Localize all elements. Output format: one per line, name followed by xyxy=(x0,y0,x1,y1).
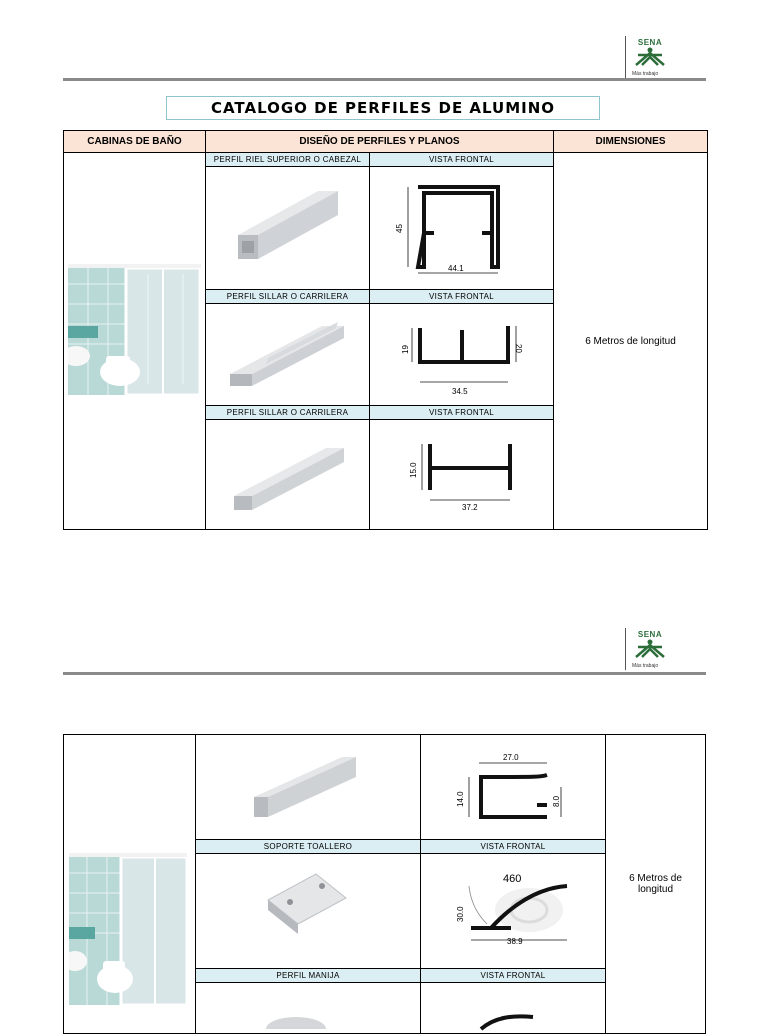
profile-sillar-render-2 xyxy=(230,436,350,516)
cabin-photo-cell-2 xyxy=(63,734,196,1034)
sena-logo-icon-2 xyxy=(632,639,668,659)
dim-38-9: 38.9 xyxy=(507,937,523,946)
shower-cabin-image-2 xyxy=(69,853,187,1005)
sena-logo xyxy=(632,38,668,77)
logo-divider xyxy=(625,36,626,78)
profile-label-5: PERFIL MANIJA xyxy=(195,968,421,983)
dim-20: 20 xyxy=(514,344,523,353)
dim-37-2: 37.2 xyxy=(462,503,478,512)
header-rule-2 xyxy=(63,672,706,675)
dimension-cell-2 xyxy=(605,734,706,1034)
profile-label-4: SOPORTE TOALLERO xyxy=(195,839,421,854)
profile-label-3: PERFIL SILLAR O CARRILERA xyxy=(205,405,370,420)
view-label-2: VISTA FRONTAL xyxy=(369,289,554,304)
dim-19: 19 xyxy=(401,345,410,354)
dim-30-0: 30.0 xyxy=(456,906,465,922)
dim-460: 460 xyxy=(503,873,522,885)
view-label-4: VISTA FRONTAL xyxy=(420,839,606,854)
profile-image-cell-4 xyxy=(195,734,421,840)
dimension-cell-1 xyxy=(553,152,708,530)
frontal-view-cell-2 xyxy=(369,303,554,406)
dimension-text-1: 6 Metros de longitud xyxy=(585,335,676,347)
catalog-title: CATALOGO DE PERFILES DE ALUMINO xyxy=(166,96,600,120)
header-diseno: DISEÑO DE PERFILES Y PLANOS xyxy=(205,130,554,153)
view-label-5: VISTA FRONTAL xyxy=(420,968,606,983)
dim-44-1: 44.1 xyxy=(448,264,464,273)
view-label-1: VISTA FRONTAL xyxy=(369,152,554,167)
frontal-view-cabezal xyxy=(390,177,540,285)
dim-14-0: 14.0 xyxy=(456,791,465,807)
profile-image-cell-2 xyxy=(205,303,370,406)
cabin-photo-cell xyxy=(63,152,206,530)
frontal-view-cell-4 xyxy=(420,734,606,840)
profile-image-cell-3 xyxy=(205,419,370,530)
dimension-text-2: 6 Metros de longitud xyxy=(629,873,682,895)
shower-cabin-image xyxy=(68,264,201,395)
profile-sillar-render xyxy=(226,318,352,394)
header-dimensiones: DIMENSIONES xyxy=(553,130,708,153)
frontal-view-cell-5 xyxy=(420,853,606,969)
frontal-view-sillar-2 xyxy=(400,438,530,518)
dim-15-0: 15.0 xyxy=(409,462,418,478)
logo-tagline-2: Más trabajo xyxy=(632,663,659,669)
profile-toallero-render xyxy=(246,751,366,827)
dim-27-0: 27.0 xyxy=(503,753,519,762)
logo-brand-2: SENA xyxy=(637,630,663,639)
logo-divider-2 xyxy=(625,628,626,670)
dim-8-0: 8.0 xyxy=(552,795,561,807)
profile-image-cell-1 xyxy=(205,166,370,290)
frontal-view-cell-3 xyxy=(369,419,554,530)
frontal-view-cell-6 xyxy=(420,982,606,1034)
frontal-view-toallero xyxy=(451,747,587,833)
header-cabinas: CABINAS DE BAÑO xyxy=(63,130,206,153)
profile-image-cell-5 xyxy=(195,853,421,969)
logo-tagline: Más trabajo xyxy=(632,71,659,77)
profile-manija-render xyxy=(256,868,356,948)
sena-logo-icon xyxy=(632,47,668,67)
profile-cabezal-render xyxy=(230,185,346,265)
dim-34-5: 34.5 xyxy=(452,387,468,396)
dim-45: 45 xyxy=(395,224,404,233)
profile-label-1: PERFIL RIEL SUPERIOR O CABEZAL xyxy=(205,152,370,167)
profile-label-2: PERFIL SILLAR O CARRILERA xyxy=(205,289,370,304)
view-label-3: VISTA FRONTAL xyxy=(369,405,554,420)
frontal-view-manija-2 xyxy=(441,1011,591,1031)
profile-image-cell-6 xyxy=(195,982,421,1034)
logo-brand: SENA xyxy=(637,38,663,47)
profile-manija-render-2 xyxy=(256,1009,356,1029)
sena-logo-2 xyxy=(632,630,668,669)
header-rule xyxy=(63,78,706,81)
frontal-view-manija xyxy=(441,866,591,958)
frontal-view-sillar xyxy=(394,314,534,400)
frontal-view-cell-1 xyxy=(369,166,554,290)
